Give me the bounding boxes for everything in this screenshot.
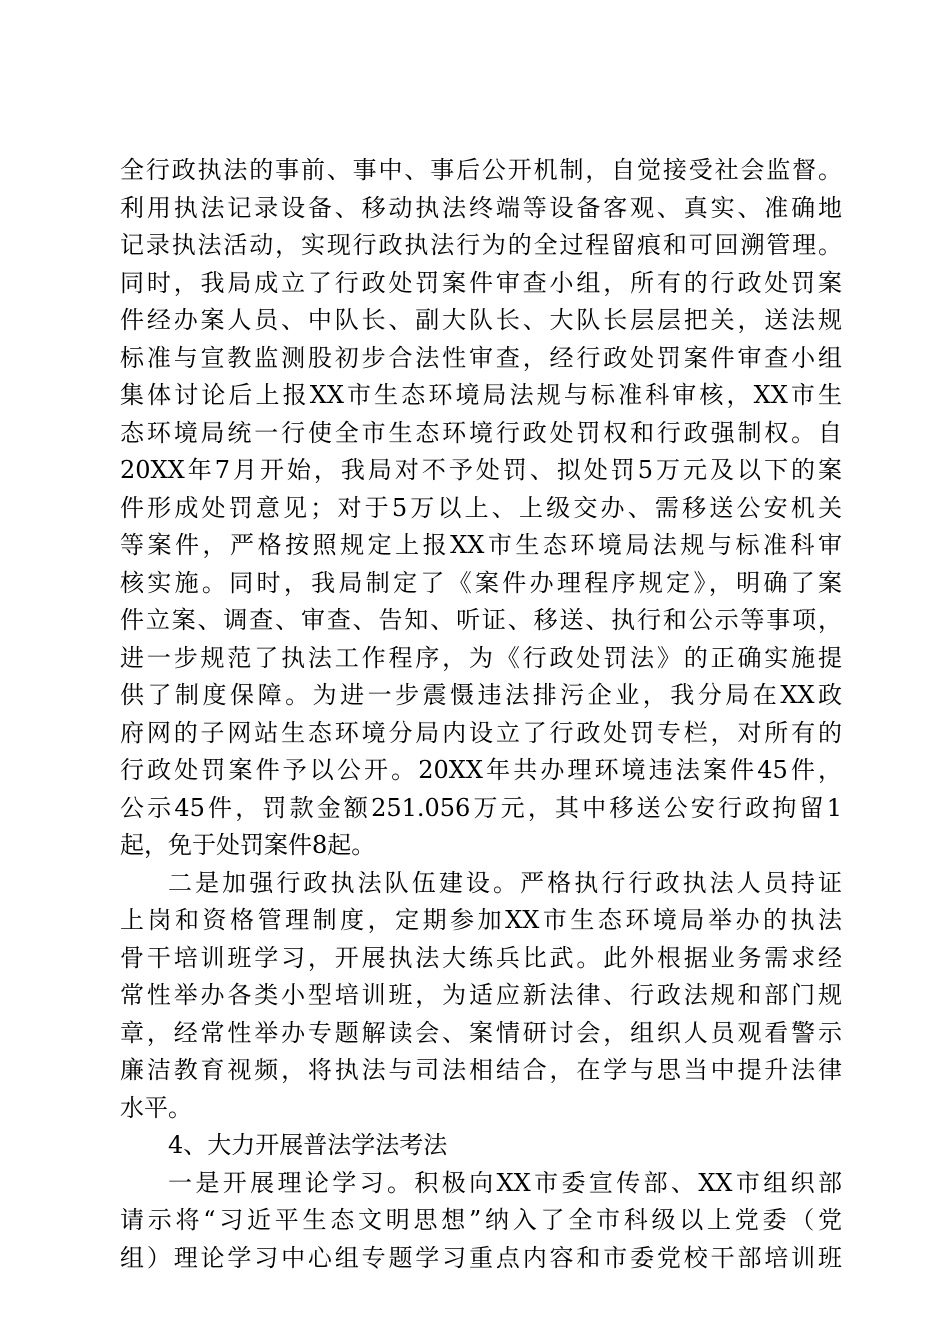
text-line-6: 标准与宣教监测股初步合法性审查，经行政处罚案件审查小组 [120,343,842,372]
text-line-11: 等案件，严格按照规定上报XX市生态环境局法规与标准科审 [120,531,842,559]
text-line-23: 常性举办各类小型培训班，为适应新法律、行政法规和部门规 [120,981,842,1009]
text-line-5: 件经办案人员、中队长、副大队长、大队长层层把关，送法规 [120,306,842,334]
text-line-19: 起，免于处罚案件8起。 [120,831,376,859]
text-line-22: 骨干培训班学习，开展执法大练兵比武。此外根据业务需求经 [120,943,842,972]
text-line-18: 公示45件，罚款金额251.056万元，其中移送公安行政拘留1 [120,793,842,822]
text-line-1: 全行政执法的事前、事中、事后公开机制，自觉接受社会监督。 [120,156,842,184]
document-body [120,152,842,1277]
text-line-17: 行政处罚案件予以公开。20XX年共办理环境违法案件45件， [120,756,842,784]
text-line-21: 上岗和资格管理制度，定期参加XX市生态环境局举办的执法 [120,906,842,934]
text-line-14: 进一步规范了执法工作程序，为《行政处罚法》的正确实施提 [120,643,842,672]
text-line-12: 核实施。同时，我局制定了《案件办理程序规定》，明确了案 [120,568,842,597]
text-line-25: 廉洁教育视频，将执法与司法相结合，在学与思当中提升法律 [120,1056,842,1084]
text-line-24: 章，经常性举办专题解读会、案情研讨会，组织人员观看警示 [120,1018,842,1047]
text-line-16: 府网的子网站生态环境分局内设立了行政处罚专栏，对所有的 [120,718,842,747]
text-line-8: 态环境局统一行使全市生态环境行政处罚权和行政强制权。自 [120,418,842,447]
text-line-20: 二是加强行政执法队伍建设。严格执行行政执法人员持证 [168,868,842,897]
text-line-30: 组）理论学习中心组专题学习重点内容和市委党校干部培训班 [120,1243,842,1272]
text-line-4: 同时，我局成立了行政处罚案件审查小组，所有的行政处罚案 [120,268,842,297]
text-line-7: 集体讨论后上报XX市生态环境局法规与标准科审核，XX市生 [120,381,842,409]
text-line-13: 件立案、调查、审查、告知、听证、移送、执行和公示等事项， [120,606,842,634]
text-line-10: 件形成处罚意见；对于5万以上、上级交办、需移送公安机关 [120,493,842,522]
text-line-26: 水平。 [120,1093,192,1122]
text-line-29: 请示将“习近平生态文明思想”纳入了全市科级以上党委（党 [120,1206,842,1234]
text-line-15: 供了制度保障。为进一步震慑违法排污企业，我分局在XX政 [120,681,842,709]
text-line-9: 20XX年7月开始，我局对不予处罚、拟处罚5万元及以下的案 [120,456,842,484]
section-heading: 4、大力开展普法学法考法 [168,1131,448,1159]
text-line-28: 一是开展理论学习。积极向XX市委宣传部、XX市组织部 [168,1168,842,1197]
text-line-3: 记录执法活动，实现行政执法行为的全过程留痕和可回溯管理。 [120,231,842,259]
text-line-2: 利用执法记录设备、移动执法终端等设备客观、真实、准确地 [120,193,842,222]
